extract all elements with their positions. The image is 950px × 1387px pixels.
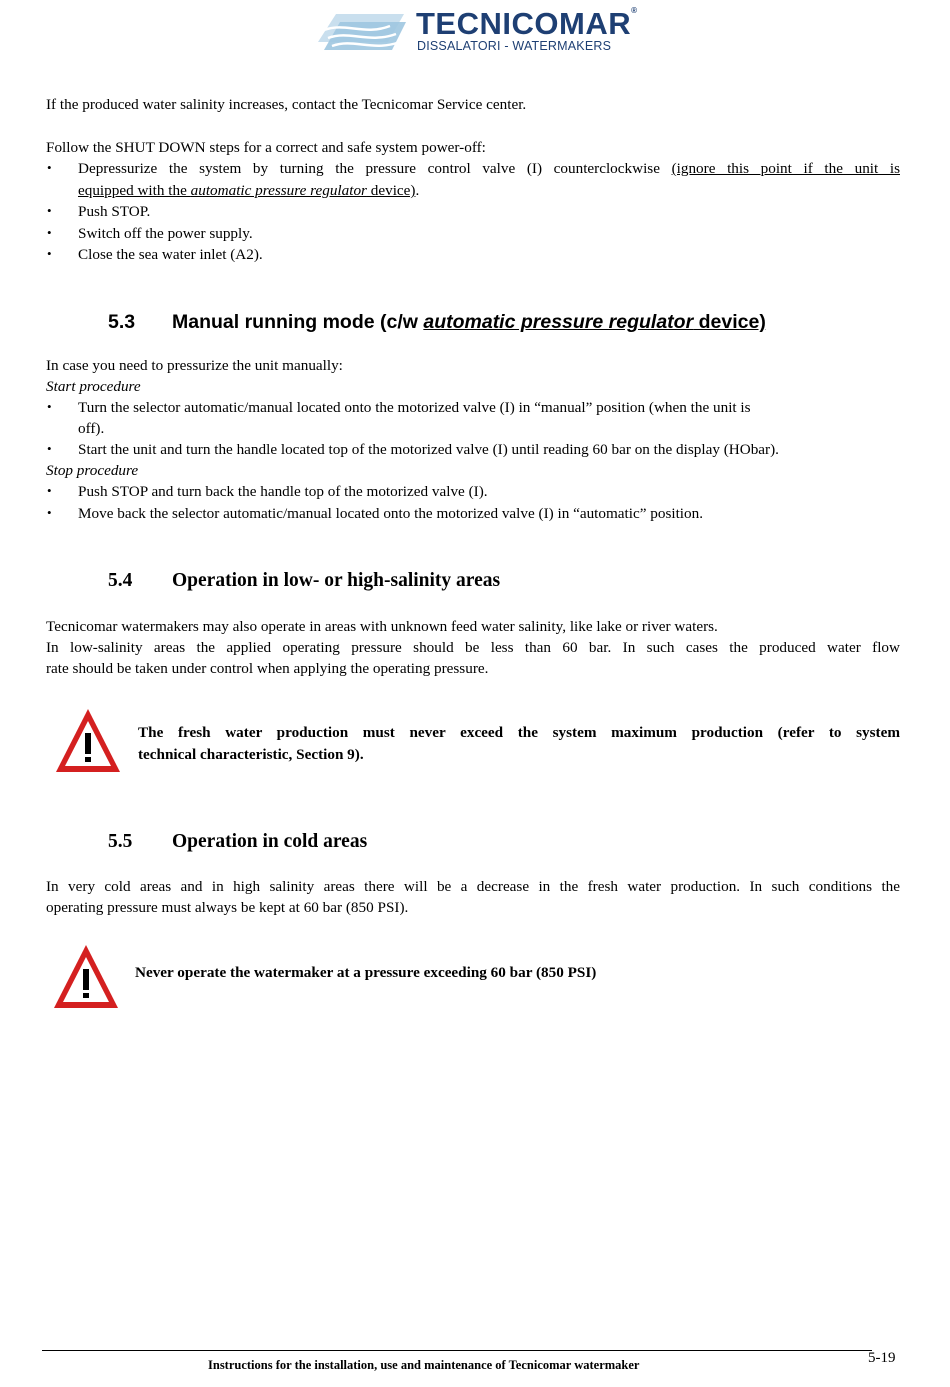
start-procedure-label: Start procedure <box>46 378 141 395</box>
stop-procedure-label: Stop procedure <box>46 462 139 479</box>
production-warning-cont: technical characteristic, Section 9). <box>138 746 364 763</box>
shutdown-step-2: Push STOP. <box>78 203 151 220</box>
bullet-icon: • <box>47 399 52 414</box>
footer-text: Instructions for the installation, use and maintenance of Tecnicomar watermaker <box>208 1358 640 1372</box>
section-5-4-number: 5.4 <box>108 570 133 591</box>
section-5-5-number: 5.5 <box>108 831 133 852</box>
title-b: device) <box>693 311 766 333</box>
brand-tagline: DISSALATORI - WATERMAKERS <box>417 39 612 53</box>
bullet-icon: • <box>47 483 52 498</box>
start-step-1: Turn the selector automatic/manual located onto the motorized valve (I) in “manual” position (when the unit is <box>78 399 751 416</box>
shutdown-step-3: Switch off the power supply. <box>78 225 253 242</box>
step-1-end: . <box>415 182 420 199</box>
step-1-note-italic: automatic pressure regulator <box>190 182 367 199</box>
step-1-text: Depressurize the system by turning the pressure control valve (I) counterclockwise <box>78 160 672 177</box>
registered-mark: ® <box>631 6 638 15</box>
logo-wave-icon <box>318 10 406 56</box>
title-a: Manual running mode (c/w <box>172 311 424 333</box>
salinity-note: If the produced water salinity increases, contact the Tecnicomar Service center. <box>46 96 527 113</box>
title-italic: automatic pressure regulator <box>423 311 694 333</box>
step-1-note-b: equipped with the <box>78 182 191 199</box>
bullet-icon: • <box>47 225 52 240</box>
section-5-3-lead: In case you need to pressurize the unit manually: <box>46 357 343 374</box>
shutdown-step-4: Close the sea water inlet (A2). <box>78 246 263 263</box>
step-1-note-a: (ignore this point if the unit is <box>671 160 900 177</box>
page-number: 5-19 <box>868 1350 896 1366</box>
section-5-3-number: 5.3 <box>108 311 136 333</box>
shutdown-step-1-cont <box>78 180 419 202</box>
section-5-4-p1: Tecnicomar watermakers may also operate in areas with unknown feed water salinity, like lake or river waters. <box>46 618 718 635</box>
section-5-4-title: Operation in low- or high-salinity areas <box>172 570 501 591</box>
step-1-note-c: device) <box>366 182 416 199</box>
warning-triangle-icon <box>52 942 120 1010</box>
stop-step-1: Push STOP and turn back the handle top of the motorized valve (I). <box>78 483 488 500</box>
section-5-5-p1-cont: operating pressure must always be kept at 60 bar (850 PSI). <box>46 899 409 916</box>
section-5-4-p2-cont: rate should be taken under control when applying the operating pressure. <box>46 660 489 677</box>
bullet-icon: • <box>47 160 52 175</box>
bullet-icon: • <box>47 505 52 520</box>
warning-triangle-icon <box>54 706 122 774</box>
brand-logo <box>318 8 638 58</box>
stop-step-2: Move back the selector automatic/manual located onto the motorized valve (I) in “automatic” position. <box>78 505 704 522</box>
section-5-5-title: Operation in cold areas <box>172 831 368 852</box>
section-5-4-p2: In low-salinity areas the applied operating pressure should be less than 60 bar. In such cases the produced water flow <box>46 639 900 656</box>
shutdown-step-1 <box>78 158 900 180</box>
brand-text: TECNICOMAR <box>416 6 632 41</box>
bullet-icon: • <box>47 246 52 261</box>
shutdown-lead: Follow the SHUT DOWN steps for a correct and safe system power-off: <box>46 139 486 156</box>
section-5-5-p1: In very cold areas and in high salinity areas there will be a decrease in the fresh water production. In such conditions the <box>46 878 900 895</box>
bullet-icon: • <box>47 203 52 218</box>
production-warning: The fresh water production must never exceed the system maximum production (refer to system <box>138 724 900 741</box>
section-5-3-title <box>172 311 766 334</box>
start-step-1-cont: off). <box>78 420 105 437</box>
footer-rule <box>42 1350 872 1351</box>
brand-name <box>416 6 638 42</box>
start-step-2: Start the unit and turn the handle located top of the motorized valve (I) until reading 60 bar on the display (HObar). <box>78 441 779 458</box>
pressure-warning: Never operate the watermaker at a pressure exceeding 60 bar (850 PSI) <box>135 964 597 981</box>
bullet-icon: • <box>47 441 52 456</box>
